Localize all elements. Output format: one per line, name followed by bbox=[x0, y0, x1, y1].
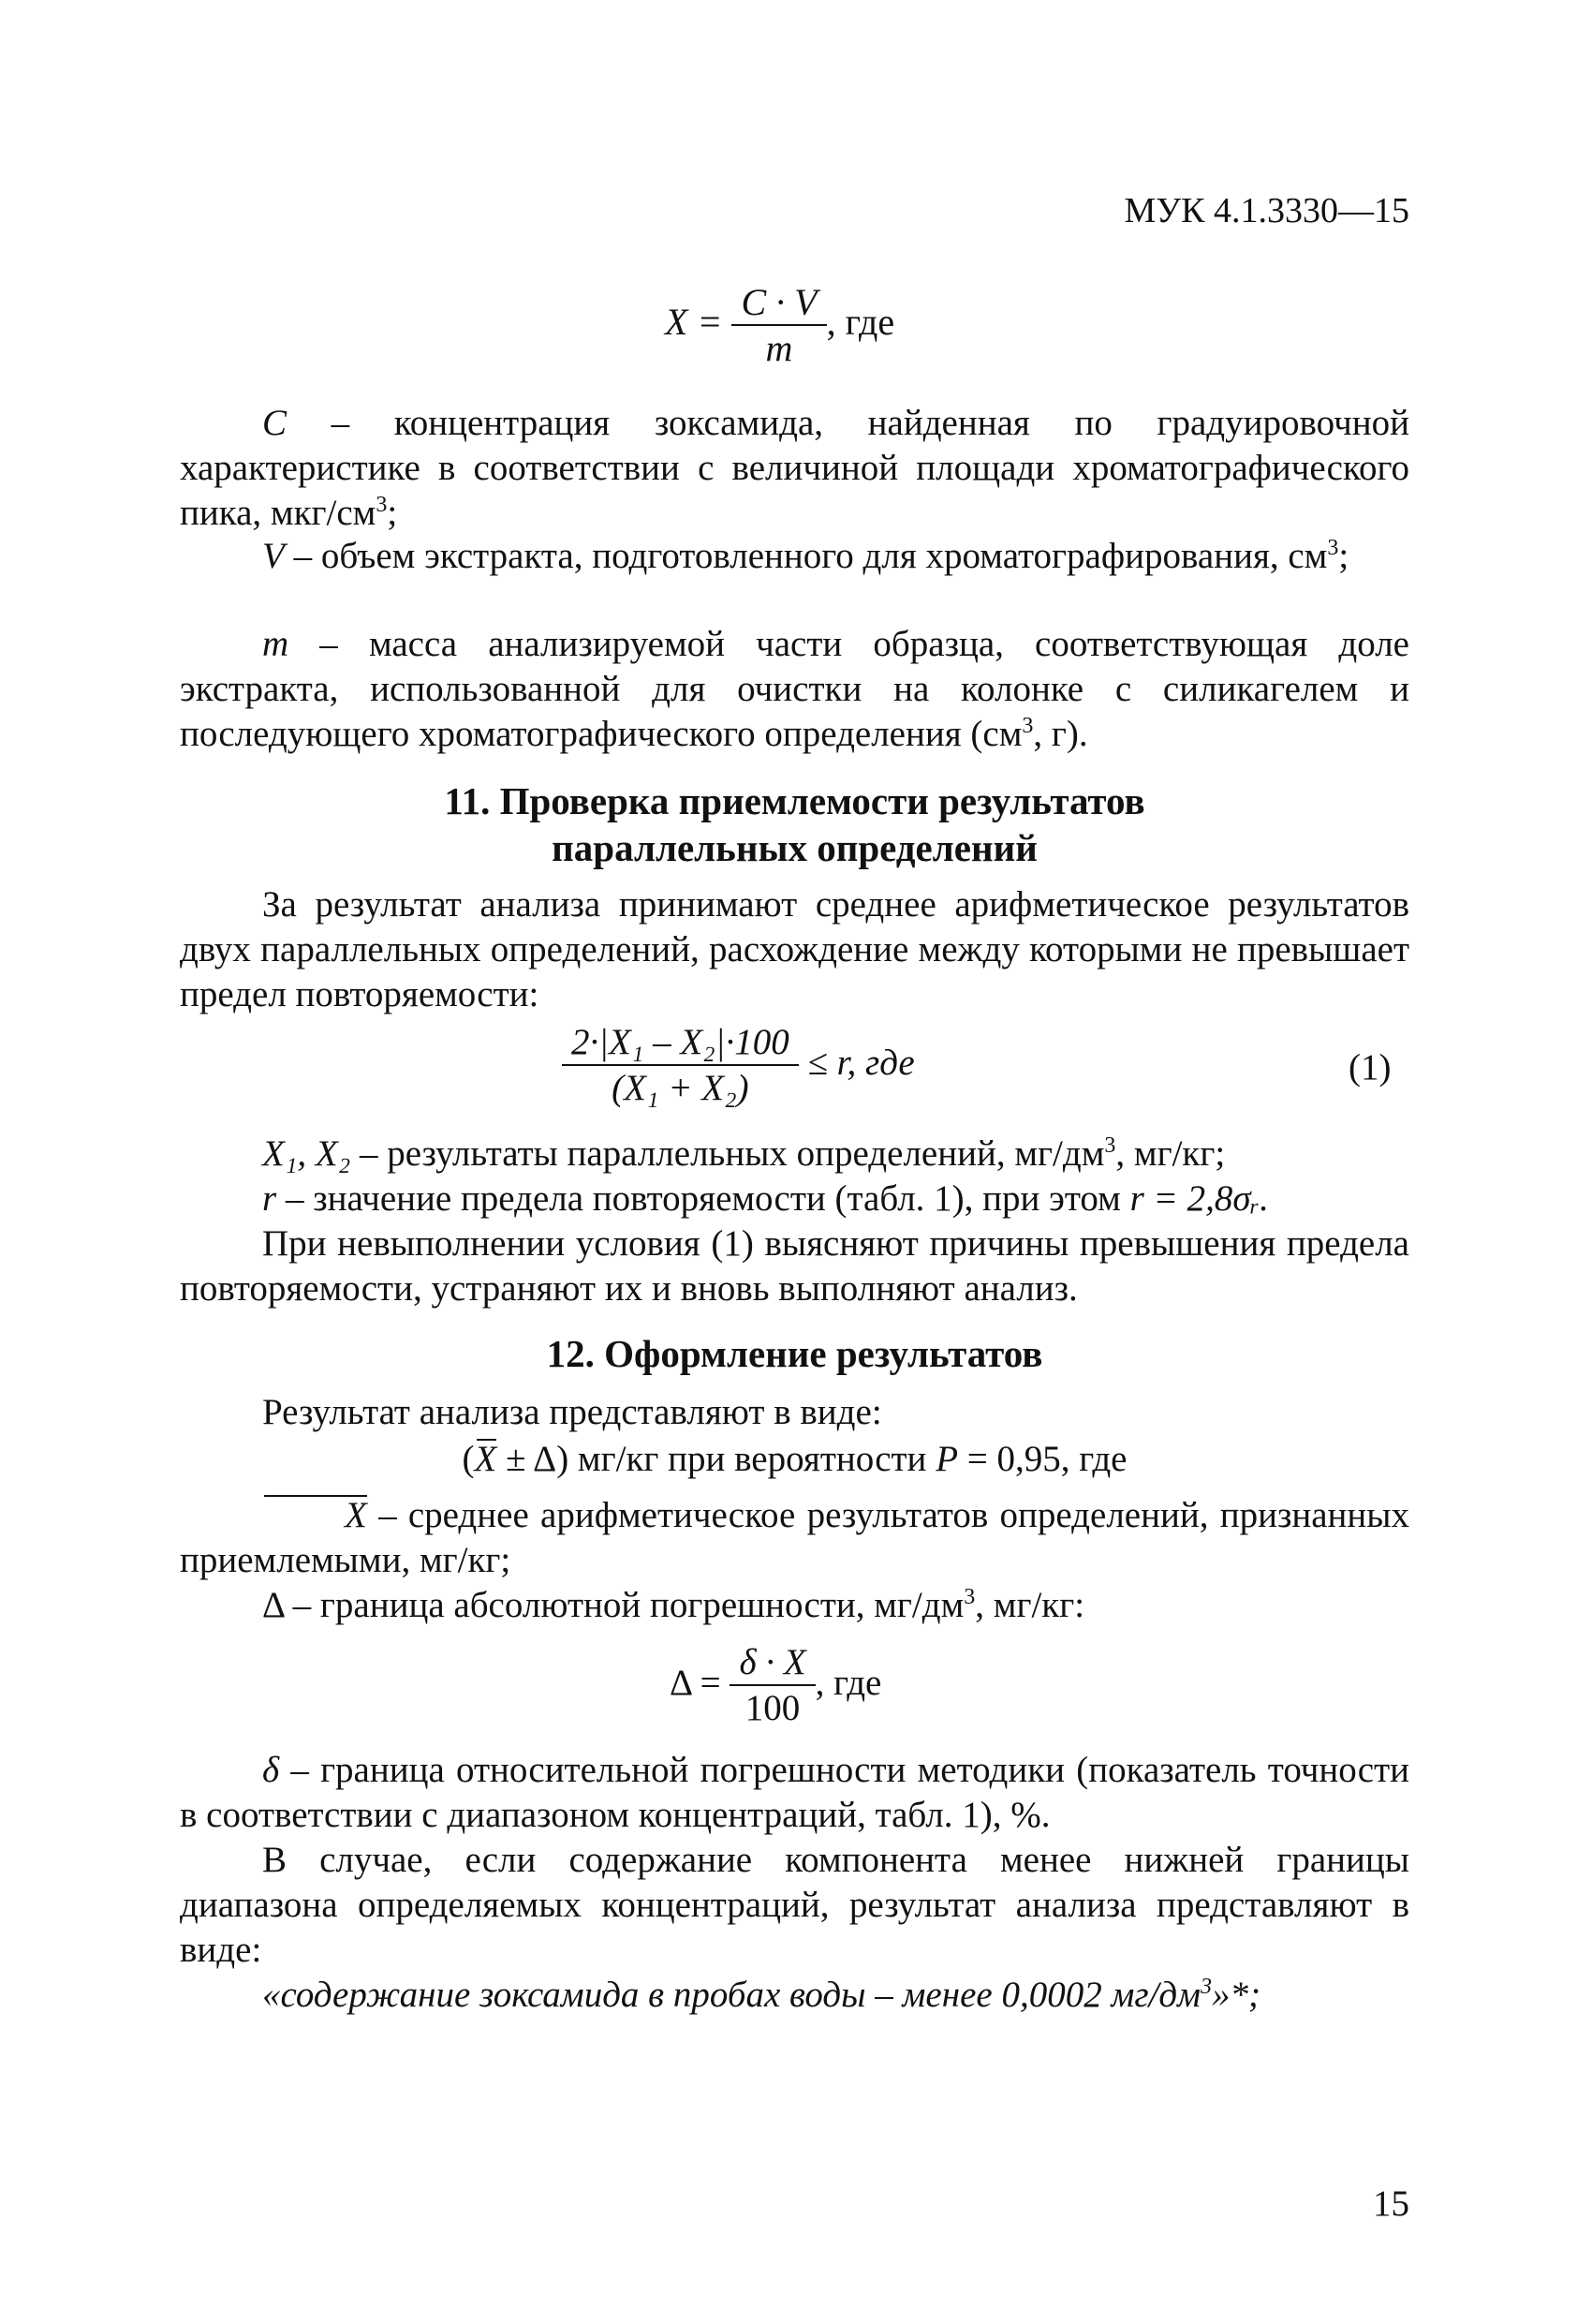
formula-delta-suffix: , где bbox=[815, 1662, 882, 1703]
section-12-title: 12. Оформление результатов bbox=[546, 1332, 1043, 1375]
section-11-failure: При невыполнении условия (1) выясняют причины превышения предела повторяемости, устраняют их и вновь выполняют анализ. bbox=[180, 1223, 1409, 1309]
definition-x-bar: X – среднее арифметическое результатов определений, признанных приемлемыми, мг/кг; bbox=[180, 1495, 1409, 1580]
formula-x-suffix: , где bbox=[826, 301, 895, 344]
definition-m: m – масса анализируемой части образца, соответствующая доле экстракта, использованной для очистки на колонке с силикагелем и последующего хроматографического определения ($см^3$, г). bbox=[180, 624, 1409, 754]
formula-repeatability-rhs: ≤ r, где bbox=[807, 1042, 915, 1083]
formula-delta bbox=[670, 1641, 881, 1731]
formula-x-numerator: C · V bbox=[731, 281, 826, 326]
definition-r: r – значение предела повторяемости (табл. 1), при этом r = 2,8σᵣ. bbox=[262, 1178, 1269, 1219]
formula-repeatability-denominator: (X₁ + X₂) bbox=[612, 1068, 749, 1108]
formula-repeatability-fraction bbox=[562, 1021, 799, 1111]
section-11-intro: За результат анализа принимают среднее арифметическое результатов двух параллельных определений, расхождение между которыми не превышает предел повторяемости: bbox=[180, 884, 1409, 1014]
definition-delta: Δ – граница абсолютной погрешности, $мг/дм^3$, мг/кг: bbox=[262, 1585, 1085, 1625]
low-concentration-case: В случае, если содержание компонента менее нижней границы диапазона определяемых концентраций, результат анализа представляют в виде: bbox=[180, 1840, 1409, 1970]
low-concentration-result: «содержание зоксамида в пробах воды – менее 0,0002 $мг/дм^3»*$; bbox=[262, 1975, 1261, 2015]
definition-delta-relative: δ – граница относительной погрешности методики (показатель точности в соответствии с диапазоном концентраций, табл. 1), %. bbox=[180, 1750, 1409, 1835]
page-number: 15 bbox=[1373, 2183, 1409, 2224]
definition-c: C – концентрация зоксамида, найденная по градуировочной характеристике в соответствии с величиной площади хроматографического пика, мкг/$см^3$; bbox=[180, 403, 1409, 533]
formula-x-lhs: X = bbox=[665, 301, 723, 344]
formula-delta-fraction bbox=[730, 1641, 815, 1731]
formula-delta-denominator: 100 bbox=[744, 1688, 801, 1728]
formula-x bbox=[665, 281, 894, 371]
formula-x-denominator: m bbox=[765, 327, 793, 369]
section-11-title-line1: 11. Проверка приемлемости результатов bbox=[444, 779, 1145, 822]
definition-x1-x2: X₁, X₂ – результаты параллельных определений, $мг/дм^3$, мг/кг; bbox=[262, 1133, 1226, 1174]
formula-delta-numerator: δ · X bbox=[730, 1641, 815, 1686]
formula-delta-lhs: Δ = bbox=[670, 1662, 721, 1703]
definition-v: V – объем экстракта, подготовленного для хроматографирования, $см^3$; bbox=[262, 536, 1349, 576]
formula-x-fraction bbox=[731, 281, 826, 371]
x-bar-symbol: X bbox=[475, 1437, 497, 1482]
document-code: МУК 4.1.3330—15 bbox=[1124, 191, 1409, 230]
section-11-title-line2: параллельных определений bbox=[552, 826, 1038, 869]
formula-repeatability-numerator: 2·|X₁ – X₂|·100 bbox=[562, 1021, 799, 1066]
result-form: (X ± Δ) мг/кг при вероятности P = 0,95, где bbox=[180, 1437, 1409, 1482]
formula-repeatability bbox=[562, 1021, 915, 1111]
equation-number: (1) bbox=[1349, 1047, 1392, 1088]
section-12-intro: Результат анализа представляют в виде: bbox=[262, 1392, 882, 1432]
